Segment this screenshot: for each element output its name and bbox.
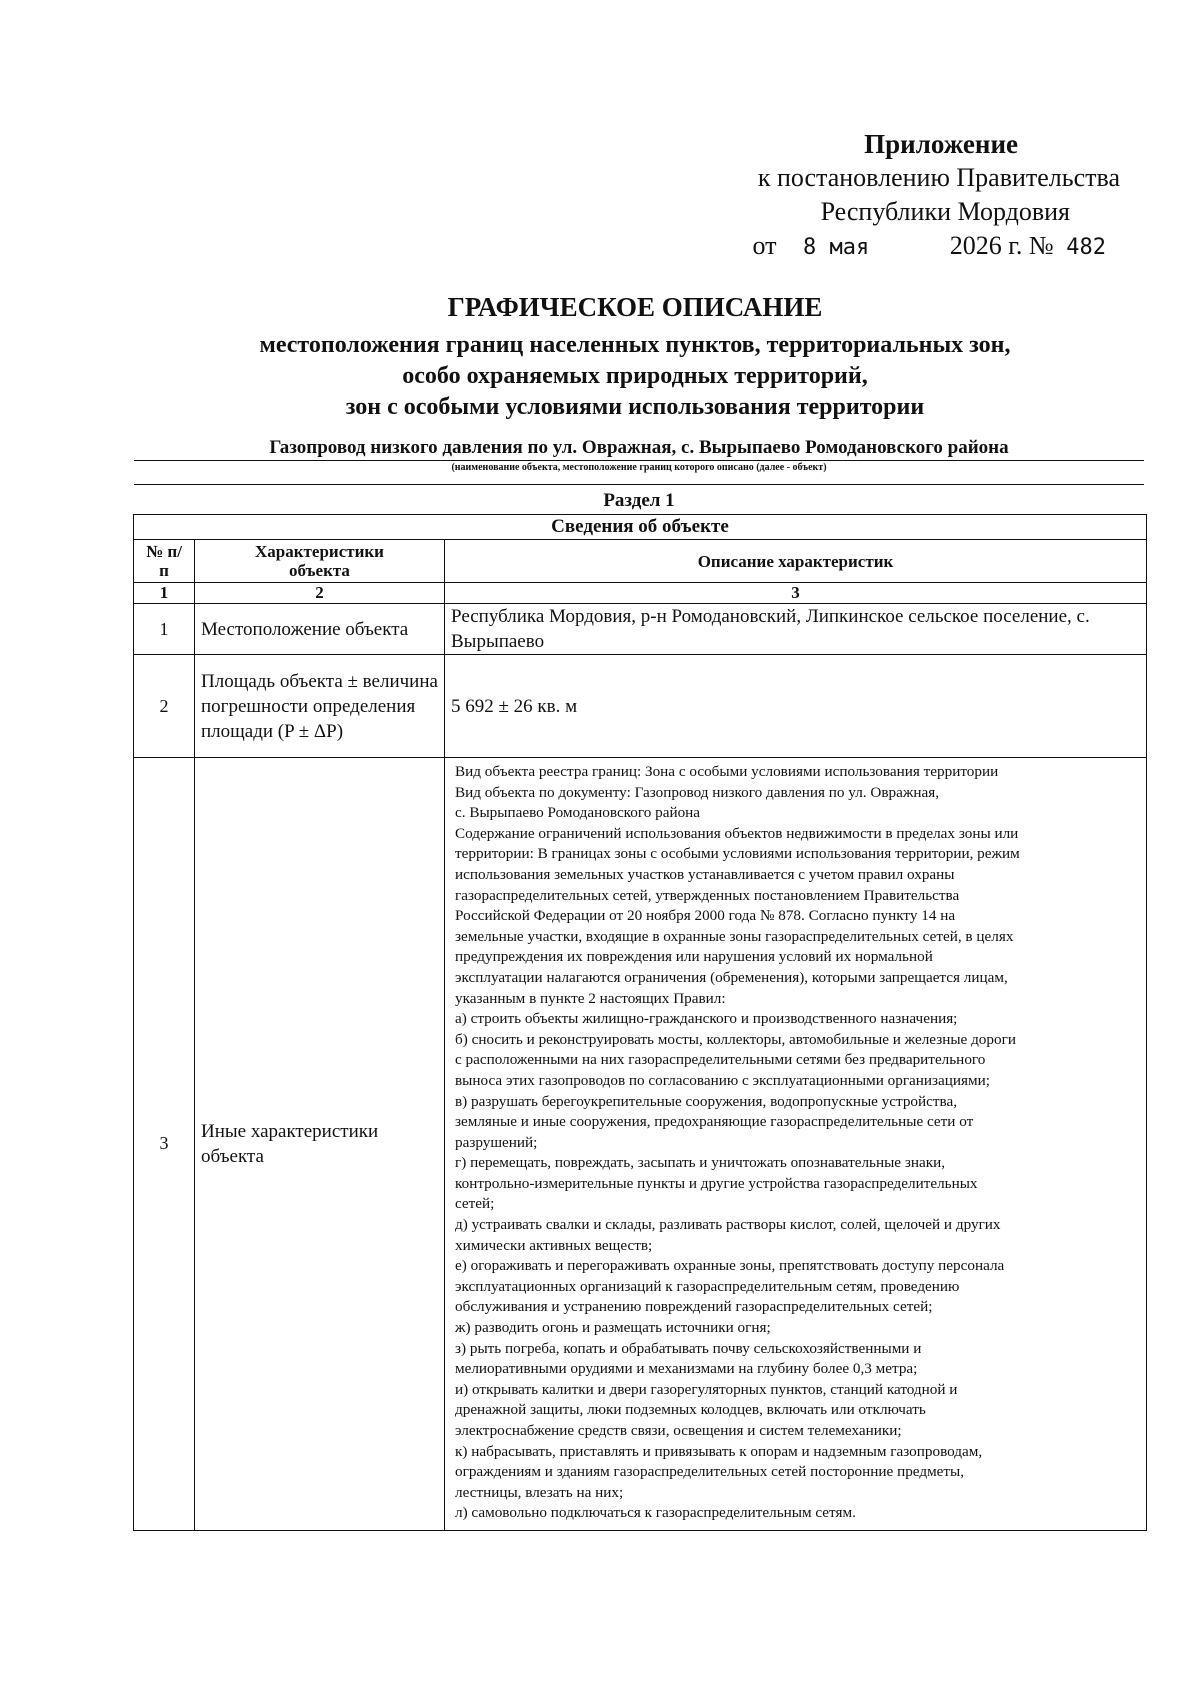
- date-day-month: 8 мая: [802, 235, 870, 260]
- description-line: б) сносить и реконструировать мосты, коллекторы, автомобильные и железные дороги: [455, 1030, 1016, 1048]
- description-line: к) набрасывать, приставлять и привязывать к опорам и надземным газопроводам,: [455, 1442, 983, 1460]
- description-line: контрольно-измерительные пункты и другие устройства газораспределительных: [455, 1174, 978, 1192]
- description-line: е) огораживать и перегораживать охранные зоны, препятствовать доступу персонала: [455, 1257, 1005, 1275]
- description-line: в) разрушать берегоукрепительные сооружения, водопропускные устройства,: [455, 1092, 958, 1110]
- title-line-3: особо охраняемых природных территорий,: [402, 363, 868, 389]
- description-line: территории: В границах зоны с особыми условиями использования территории, режим: [455, 845, 1020, 863]
- row-description: [445, 758, 1147, 1531]
- description-line: выноса этих газопроводов по согласованию с эксплуатационными организациями;: [455, 1071, 990, 1089]
- table-row: [134, 604, 1147, 655]
- description-line: Вид объекта реестра границ: Зона с особыми условиями использования территории: [455, 763, 999, 780]
- description-line: ограждениям и зданиям газораспределительных сетей посторонние предметы,: [455, 1463, 965, 1481]
- description-line: с. Вырыпаево Ромодановского района: [455, 804, 701, 822]
- description-line: предупреждения их повреждения или нарушения условий их нормальной: [455, 948, 933, 966]
- approval-line-2: Республики Мордовия: [820, 197, 1070, 226]
- description-line: з) рыть погреба, копать и обрабатывать почву сельскохозяйственными и: [455, 1339, 922, 1357]
- description-line: дренажной защиты, люки подземных колодцев, включать или отключать: [455, 1401, 926, 1419]
- date-prefix: от: [752, 231, 777, 260]
- description-line: использования земельных участков устанавливается с учетом правил охраны: [455, 865, 955, 883]
- row-number: 3: [134, 758, 195, 1531]
- title-line-4: зон с особыми условиями использования территории: [345, 394, 925, 420]
- description-line: а) строить объекты жилищно-гражданского и производственного назначения;: [455, 1010, 958, 1028]
- section-title: Раздел 1: [603, 490, 675, 511]
- row-characteristic: Площадь объекта ± величина погрешности определения площади (P ± ΔP): [195, 655, 445, 758]
- header-characteristic: Характеристики объекта: [195, 540, 445, 583]
- header-number: № п/п: [134, 540, 195, 583]
- caption-underline: [134, 484, 1144, 485]
- description-line: и) открывать калитки и двери газорегуляторных пунктов, станций катодной и: [455, 1380, 958, 1398]
- description-line: ж) разводить огонь и размещать источники огня;: [455, 1319, 771, 1337]
- description-line: Российской Федерации от 20 ноября 2000 года № 878. Согласно пункту 14 на: [455, 907, 956, 925]
- description-line: л) самовольно подключаться к газораспределительным сетям.: [455, 1504, 856, 1522]
- row-number: 1: [134, 604, 195, 655]
- description-line: разрушений;: [455, 1133, 538, 1151]
- description-line: земляные и иные сооружения, предохраняющие газораспределительные сети от: [455, 1113, 974, 1131]
- column-number: 1: [134, 583, 195, 604]
- column-number: 3: [445, 583, 1147, 604]
- description-line: указанным в пункте 2 настоящих Правил:: [455, 989, 726, 1007]
- column-number-row: [134, 583, 1147, 604]
- row-description: 5 692 ± 26 кв. м: [445, 655, 1147, 758]
- description-line: Содержание ограничений использования объектов недвижимости в пределах зоны или: [455, 824, 1019, 842]
- title-line-2: местоположения границ населенных пунктов, территориальных зон,: [259, 332, 1011, 358]
- table-row: [134, 655, 1147, 758]
- description-line: с расположенными на них газораспределительными сетями без предварительного: [455, 1051, 986, 1069]
- column-number: 2: [195, 583, 445, 604]
- description-line: электроснабжение средств связи, освещения и систем телемеханики;: [455, 1422, 902, 1439]
- row-characteristic: Местоположение объекта: [195, 604, 445, 655]
- document-number: 482: [1066, 235, 1106, 260]
- description-line: химически активных веществ;: [455, 1236, 653, 1254]
- description-line: г) перемещать, повреждать, засыпать и уничтожать опознавательные знаки,: [455, 1154, 946, 1172]
- description-line: лестницы, влезать на них;: [455, 1483, 624, 1501]
- object-caption: (наименование объекта, местоположение границ которого описано (далее - объект): [451, 462, 827, 473]
- description-line: мелиоративными орудиями и механизмами на глубину более 0,3 метра;: [455, 1360, 918, 1378]
- row-number: 2: [134, 655, 195, 758]
- description-line: эксплуатационных организаций к газораспределительным сетям, проведению: [455, 1277, 960, 1295]
- description-line: Вид объекта по документу: Газопровод низкого давления по ул. Овражная,: [455, 783, 940, 801]
- table-title: Сведения об объекте: [134, 515, 1147, 540]
- description-line: газораспределительных сетей, утвержденных постановлением Правительства: [455, 886, 960, 904]
- approval-title: Приложение: [864, 129, 1018, 159]
- row-description: Республика Мордовия, р-н Ромодановский, Липкинское сельское поселение, с. Вырыпаево: [445, 604, 1147, 655]
- object-name-underline: [134, 460, 1144, 461]
- row-characteristic: Иные характеристики объекта: [195, 758, 445, 1531]
- approval-line-1: к постановлению Правительства: [757, 163, 1120, 192]
- description-line: д) устраивать свалки и склады, разливать растворы кислот, солей, щелочей и других: [455, 1216, 1001, 1234]
- table-row: [134, 758, 1147, 1531]
- object-name: Газопровод низкого давления по ул. Овражная, с. Вырыпаево Ромодановского района: [269, 437, 1009, 458]
- description-line: земельные участки, входящие в охранные зоны газораспределительных сетей, в целях: [455, 927, 1014, 945]
- approval-date: [752, 230, 1106, 264]
- description-line: обслуживания и устранению повреждений газораспределительных сетей;: [455, 1298, 933, 1316]
- description-line: сетей;: [455, 1195, 495, 1213]
- object-info-table: [133, 514, 1147, 1531]
- description-line: эксплуатации налагаются ограничения (обременения), которыми запрещается лицам,: [455, 968, 1008, 986]
- header-description: Описание характеристик: [445, 540, 1147, 583]
- document-title: ГРАФИЧЕСКОЕ ОПИСАНИЕ: [447, 292, 823, 322]
- date-year: 2026 г. №: [949, 231, 1054, 260]
